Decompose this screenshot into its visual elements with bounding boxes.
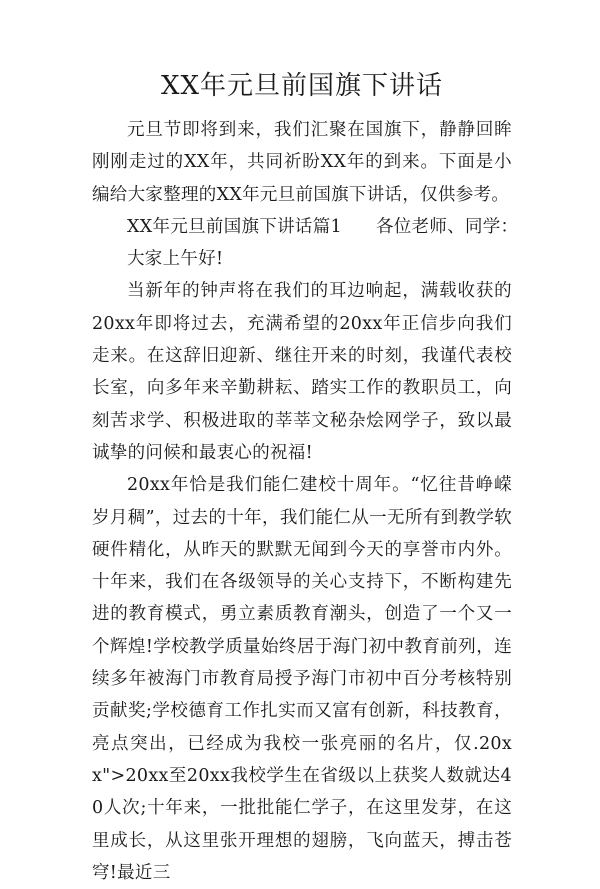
salutation: 各位老师、同学：	[375, 216, 519, 237]
body-paragraph-2: 20xx年恰是我们能仁建校十周年。“忆往昔峥嵘岁月稠”，过去的十年，我们能仁从一无所有到教学软硬件精化，从昨天的默默无闻到今天的享誉市内外。十年来，我们在各级领导的关心支持下，不断构建先进的教育模式，勇立素质教育潮头，创造了一个又一个辉煌!学校教学质量始终居于海门初中教育前列，连续多年被海门市教育局授予海门市初中百分考核特别贡献奖;学校德育工作扎实而又富有创新，科技教育，亮点突出，已经成为我校一张亮丽的名片，仅.20xx">20xx至20xx我校学生在省级以上获奖人数就达40人次;十年来，一批批能仁学子，在这里发芽，在这里成长，从这里张开理想的翅膀，飞向蓝天，搏击苍穹!最近三	[92, 475, 512, 883]
document-title: XX年元旦前国旗下讲话	[160, 71, 444, 101]
section-heading: XX年元旦前国旗下讲话篇1	[127, 216, 342, 237]
body-paragraph-1: 当新年的钟声将在我们的耳边响起，满载收获的20xx年即将过去，充满希望的20xx年正信步向我们走来。在这辞旧迎新、继往开来的时刻，我谨代表校长室，向多年来辛勤耕耘、踏实工作的教职员工，向刻苦求学、积极进取的莘莘文秘杂烩网学子，致以最诚挚的问候和最衷心的祝福!	[92, 281, 512, 463]
greeting-paragraph: 大家上午好!	[127, 249, 224, 270]
intro-paragraph: 元旦节即将到来，我们汇聚在国旗下，静静回眸刚刚走过的XX年，共同祈盼XX年的到来。下面是小编给大家整理的XX年元旦前国旗下讲话，仅供参考。	[92, 120, 512, 205]
section-heading-line	[92, 211, 519, 243]
